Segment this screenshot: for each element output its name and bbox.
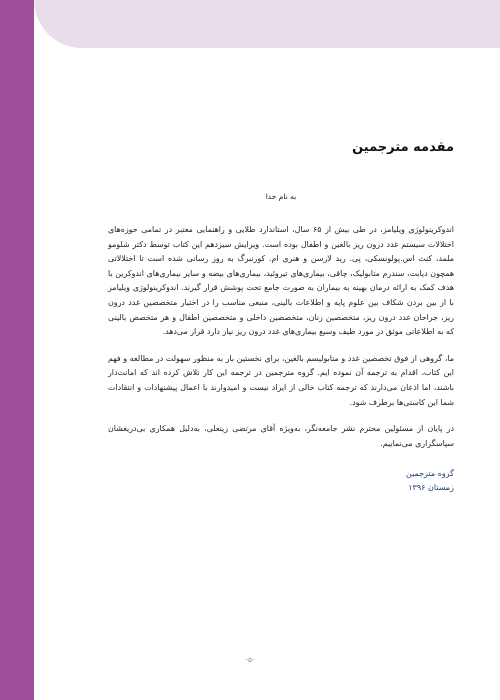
bismillah-line: به نام خدا <box>265 192 297 201</box>
paragraph-2: ما، گروهی از فوق تخصصین غدد و متابولیسم بالغین، برای نخستین بار به منظور سهولت در مطالعه و فهم این کتاب، اقدام به ترجمه آن نموده ایم. گروه مترجمین در ترجمه این کار تلاش کرده اند که امانت‌دار باشند، اما اذعان می‌دارند که ترجمه کتاب خالی از ایراد نیست و امیدوارند با اعمال پیشنهادات و انتقادات شما این کاستی‌ها برطرف شود. <box>108 353 454 407</box>
signature-block <box>108 467 454 495</box>
page-number: -۵- <box>245 656 255 664</box>
paragraph-3: در پایان از مسئولین محترم نشر جامعه‌نگر، به‌ویژه آقای مرتضی زینعلی، به‌دلیل همکاری بی‌دریغشان سپاسگزاری می‌نماییم. <box>108 424 454 448</box>
left-color-band <box>0 0 34 700</box>
signature-group: گروه مترجمین <box>405 469 454 479</box>
top-decorative-band <box>34 0 500 48</box>
paragraph-1: اندوکرینولوژی ویلیامز، در طی بیش از ۶۵ سال، استاندارد طلایی و راهنمایی معتبر در تمامی حوزه‌های اختلالات سیستم غدد درون ریز بالغین و اطفال بوده است. ویرایش سیزدهم این کتاب توسط دکتر شلومو ملمد، کنث اس.پولونسکی، پی. رید لارسن و هنری ام. کورنبرگ به روز رسانی شده است تا اختلالاتی همچون دیابت، سندرم متابولیک، چاقی، بیماری‌های تیروئید، بیماری‌های بیضه و سایر بیماری‌های اندوکرین با هدف کمک به ارائه درمان بهینه به بیماران به صورت جامع تحت پوشش قرار گیرند. اندوکرینولوژی ویلیامز با از بین بردن شکاف بین علوم پایه و اطلاعات بالینی، منبعی مناسب را در اختیار متخصصین غدد درون ریز، جراحان غدد درون ریز، متخصصین زنان، متخصصین داخلی و متخصصین اطفال و هر متخصص بالینی که به اطلاعاتی موثق در مورد طیف وسیع بیماری‌های غدد درون ریز نیاز دارد قرار می‌دهد. <box>108 225 455 337</box>
page-title: مقدمه مترجمین <box>352 140 454 155</box>
page-content <box>108 140 454 495</box>
signature-date: زمستان ۱۳۹۶ <box>408 483 454 493</box>
